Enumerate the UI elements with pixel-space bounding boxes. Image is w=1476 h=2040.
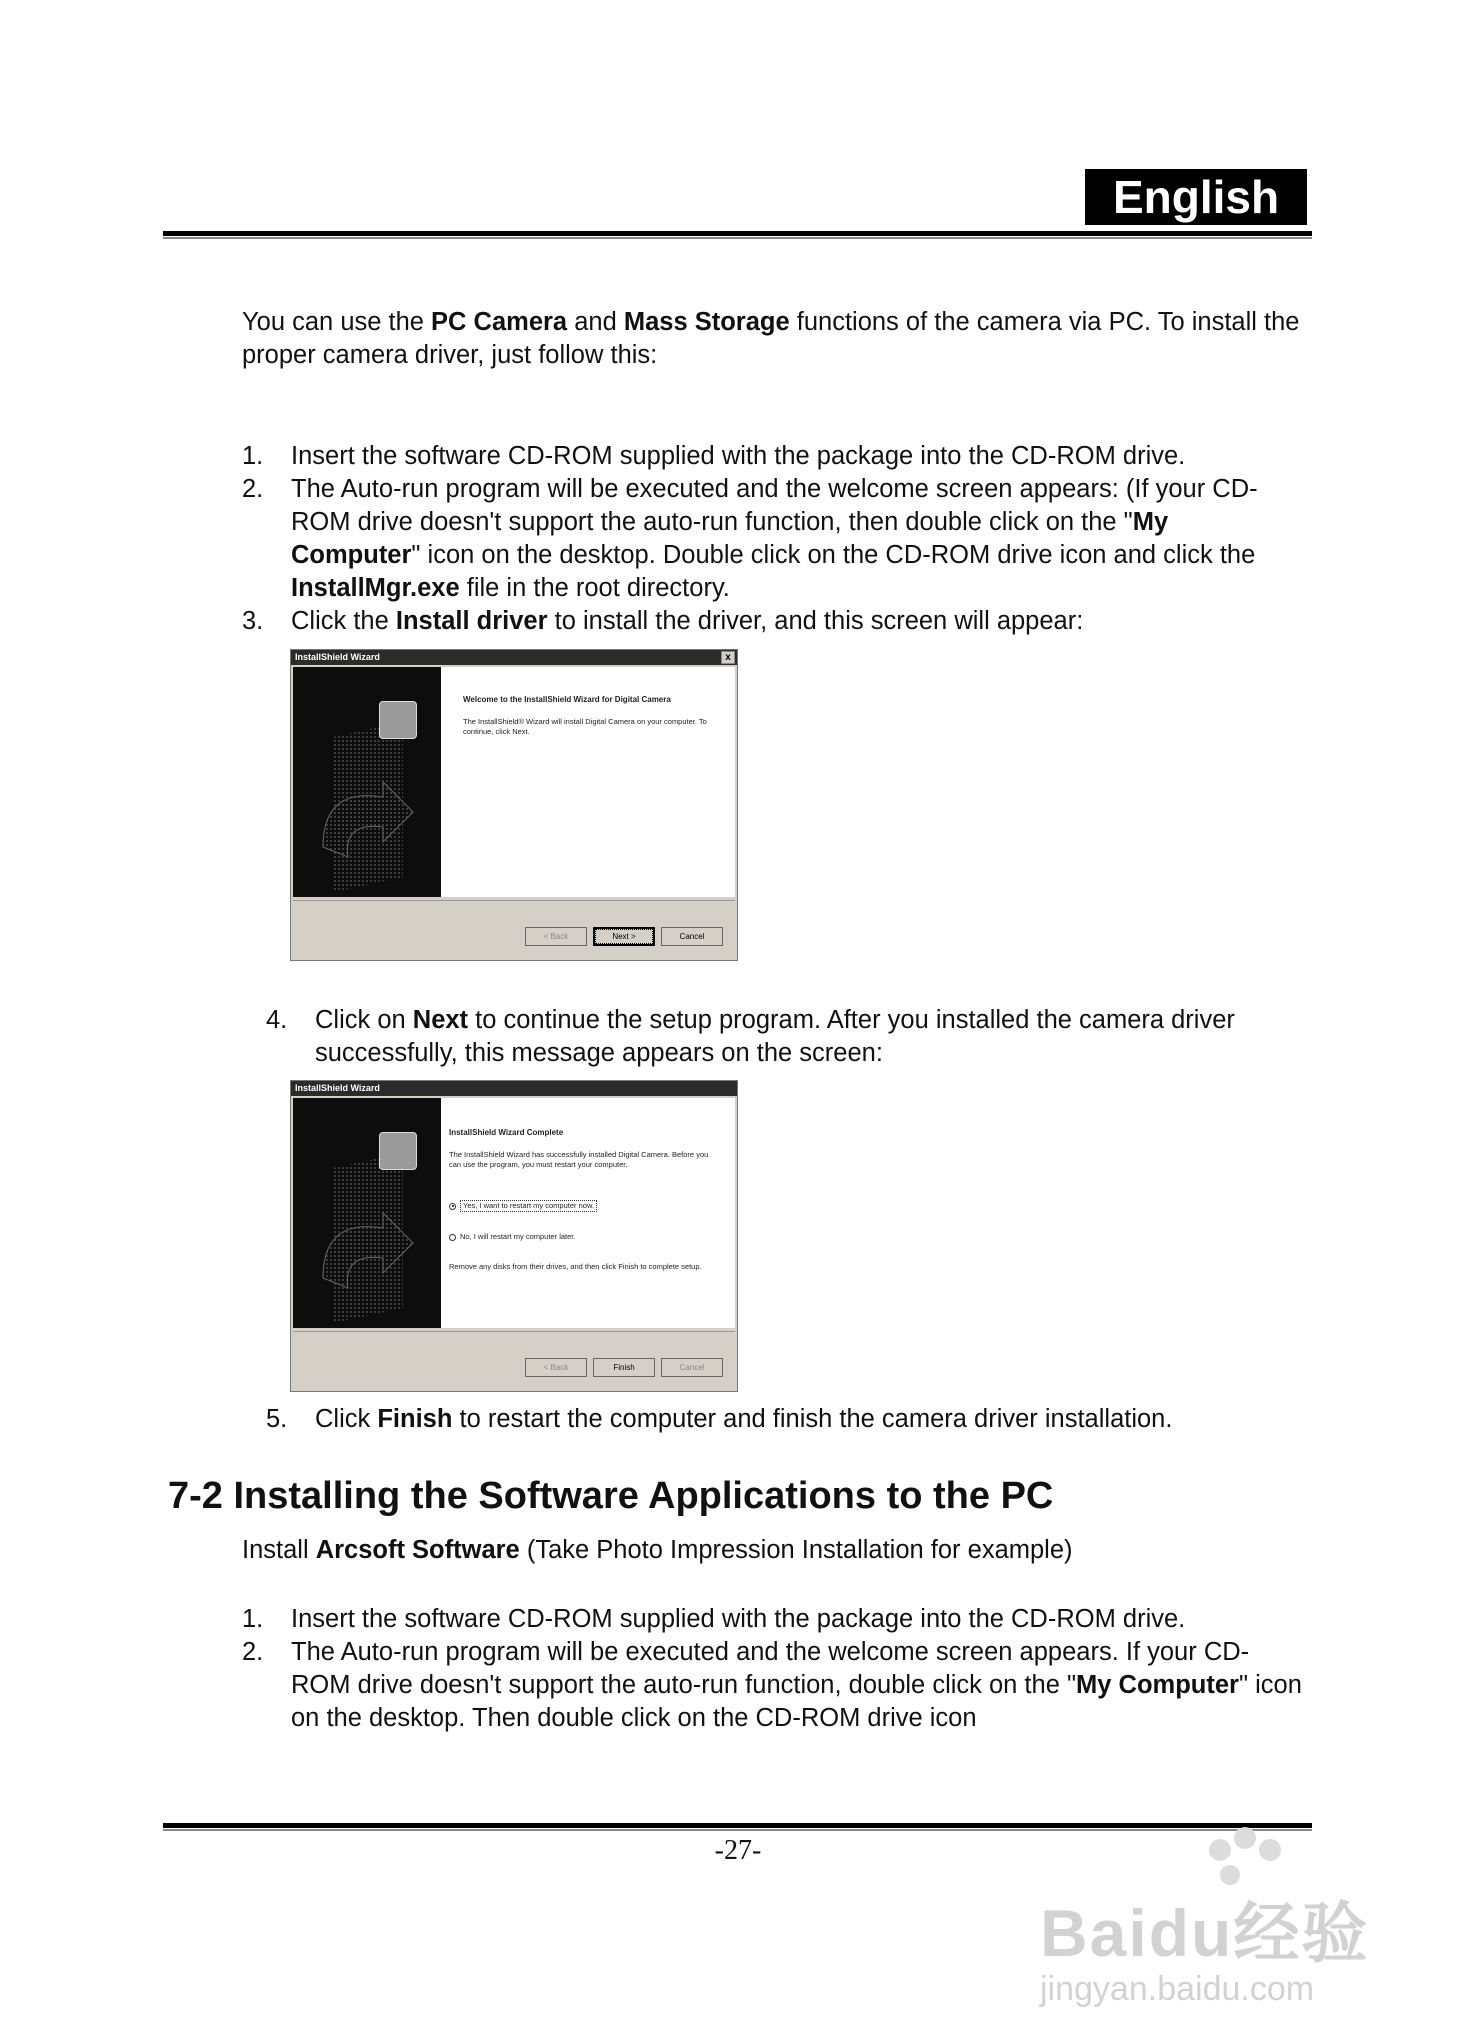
wizard-title-bar: InstallShield Wizard x xyxy=(291,650,737,665)
list-item: 1. Insert the software CD-ROM supplied with the package into the CD-ROM drive. xyxy=(242,442,1186,470)
back-button[interactable]: < Back xyxy=(525,1358,587,1377)
radio-icon[interactable] xyxy=(449,1234,456,1241)
finish-button[interactable]: Finish xyxy=(593,1358,655,1377)
list-item: 1. Insert the software CD-ROM supplied with the package into the CD-ROM drive. xyxy=(242,1605,1186,1633)
wizard-complete-screenshot xyxy=(290,1080,738,1392)
computer-graphic-icon xyxy=(293,667,441,897)
wizard-separator xyxy=(293,900,735,901)
back-button[interactable]: < Back xyxy=(525,927,587,946)
wizard-side-panel xyxy=(293,1098,441,1328)
wizard-title-bar: InstallShield Wizard xyxy=(291,1081,737,1096)
restart-later-option[interactable]: No, I will restart my computer later. xyxy=(449,1232,709,1242)
cancel-button[interactable]: Cancel xyxy=(661,927,723,946)
installer-icon xyxy=(379,701,417,739)
list-item: 2. The Auto-run program will be executed and the welcome screen appears. If your CD-ROM drive doesn't support the auto-run function, double click on the "My Computer" icon on the desktop. Then double click on the CD-ROM drive icon xyxy=(242,1638,1302,1732)
driver-steps-continued xyxy=(266,1004,1306,1070)
close-icon[interactable]: x xyxy=(721,651,735,664)
intro-paragraph: You can use the PC Camera and Mass Storage functions of the camera via PC. To install the proper camera driver, just follow this: xyxy=(242,308,1300,369)
restart-now-option[interactable]: Yes, I want to restart my computer now. xyxy=(449,1200,709,1212)
wizard-welcome-screenshot xyxy=(290,649,738,961)
section-intro: Install Arcsoft Software (Take Photo Impression Installation for example) xyxy=(242,1536,1073,1564)
wizard-buttons xyxy=(525,927,723,946)
software-steps xyxy=(242,1603,1302,1735)
page-number: -27- xyxy=(714,1835,762,1866)
wizard-content: Welcome to the InstallShield Wizard for Digital Camera The InstallShield® Wizard will install Digital Camera on your computer. To continue, click Next. xyxy=(463,695,707,736)
list-item: 3. Click the Install driver to install the driver, and this screen will appear: xyxy=(242,607,1084,635)
watermark: Baidu经验 jingyan.baidu.com xyxy=(1040,1820,1420,2020)
language-tab: English xyxy=(1085,169,1307,225)
wizard-body xyxy=(293,667,735,897)
wizard-content: InstallShield Wizard Complete The InstallShield Wizard has successfully installed Digital Camera. Before you can use the program, you must restart your computer. Yes, I want to restart my computer now. No, I will restart my computer later. Remove any disks from their drives, and then click Finish to complete setup. xyxy=(449,1128,709,1271)
list-item: 5. Click Finish to restart the computer and finish the camera driver installation. xyxy=(266,1405,1173,1433)
list-item: 4. Click on Next to continue the setup program. After you installed the camera driver successfully, this message appears on the screen: xyxy=(266,1006,1235,1067)
list-item: 2. The Auto-run program will be executed and the welcome screen appears: (If your CD-ROM drive doesn't support the auto-run function, then double click on the "My Computer" icon on the desktop. Double click on the CD-ROM drive icon and click the InstallMgr.exe file in the root directory. xyxy=(242,475,1258,602)
wizard-buttons xyxy=(525,1358,723,1377)
cancel-button[interactable]: Cancel xyxy=(661,1358,723,1377)
next-button[interactable]: Next > xyxy=(593,927,655,946)
wizard-side-panel xyxy=(293,667,441,897)
driver-steps-final xyxy=(266,1403,1306,1436)
computer-graphic-icon xyxy=(293,1098,441,1328)
installer-icon xyxy=(379,1132,417,1170)
wizard-separator xyxy=(293,1331,735,1332)
radio-selected-icon[interactable] xyxy=(449,1203,456,1210)
section-heading: 7-2 Installing the Software Applications to the PC xyxy=(168,1475,1054,1517)
header-rule-thin xyxy=(163,237,1312,239)
driver-steps xyxy=(242,440,1302,638)
header-rule xyxy=(163,231,1312,236)
wizard-body xyxy=(293,1098,735,1328)
